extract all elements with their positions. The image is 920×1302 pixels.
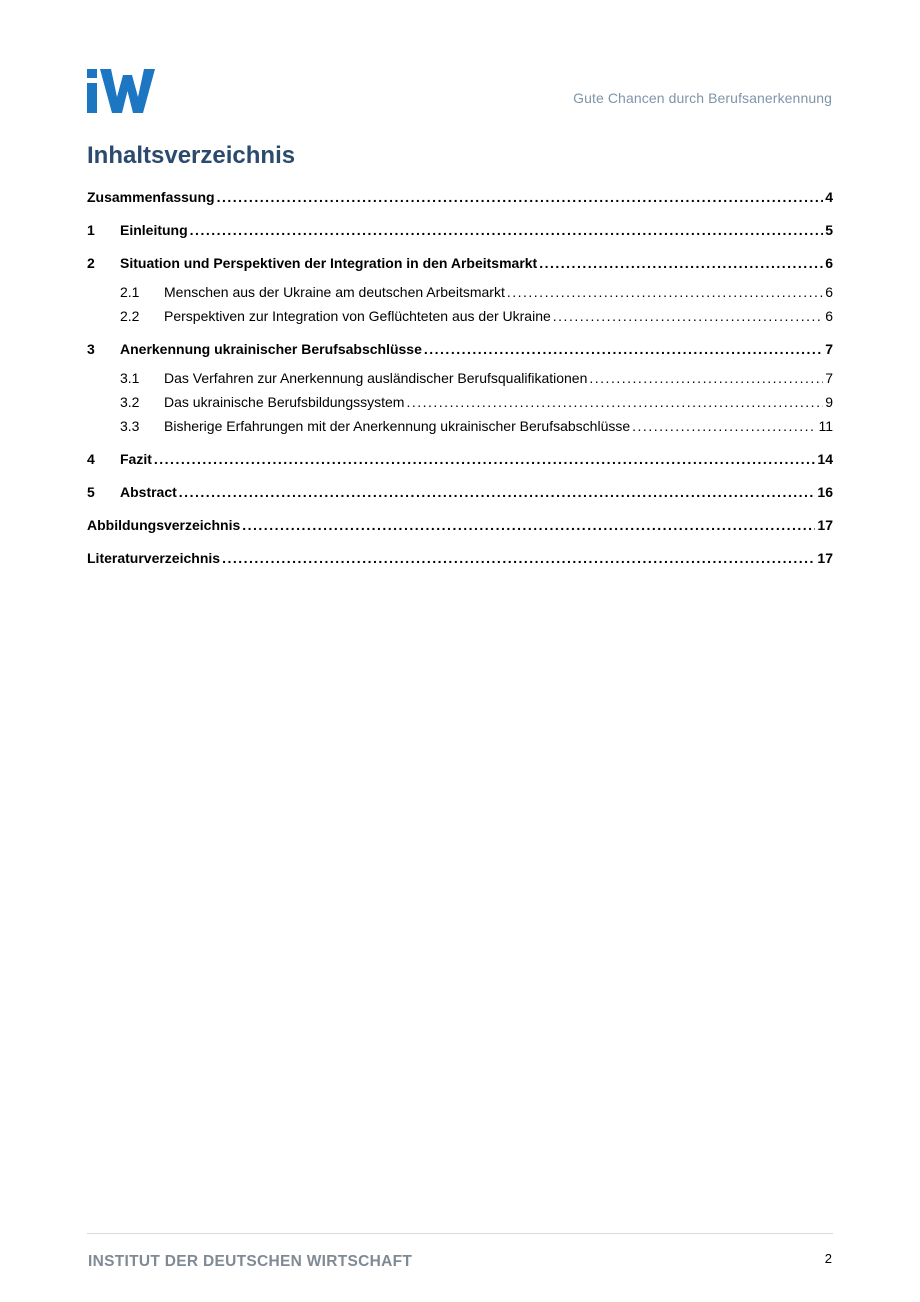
toc-entry-number: 3.1 <box>120 370 140 386</box>
toc-entry-3-1[interactable] <box>120 370 833 390</box>
toc-dot-leader <box>632 418 816 434</box>
toc-entry-text: Abstract <box>120 484 177 500</box>
toc-entry-number: 3.3 <box>120 418 140 434</box>
toc-entry-text: Zusammenfassung <box>87 189 215 205</box>
toc-entry-fazit[interactable] <box>87 451 833 471</box>
toc-entry-page: 4 <box>825 189 833 205</box>
toc-entry-page: 14 <box>817 451 833 467</box>
toc-entry-page: 6 <box>825 255 833 271</box>
toc-entry-page: 17 <box>817 517 833 533</box>
toc-dot-leader <box>589 370 823 386</box>
toc-entry-2-1[interactable] <box>120 284 833 304</box>
toc-dot-leader <box>539 255 823 271</box>
toc-entry-number: 3 <box>87 341 95 357</box>
toc-entry-page: 17 <box>817 550 833 566</box>
toc-entry-text: Anerkennung ukrainischer Berufsabschlüsse <box>120 341 422 357</box>
toc-entry-anerkennung[interactable] <box>87 341 833 361</box>
toc-entry-abbildungsverzeichnis[interactable] <box>87 517 833 537</box>
toc-entry-page: 7 <box>825 370 833 386</box>
toc-entry-page: 5 <box>825 222 833 238</box>
toc-entry-text: Das ukrainische Berufsbildungssystem <box>164 394 405 410</box>
toc-entry-abstract[interactable] <box>87 484 833 504</box>
toc-entry-zusammenfassung[interactable] <box>87 189 833 209</box>
toc-entry-einleitung[interactable] <box>87 222 833 242</box>
toc-entry-text: Situation und Perspektiven der Integration in den Arbeitsmarkt <box>120 255 538 271</box>
toc-entry-number: 3.2 <box>120 394 140 410</box>
toc-entry-number: 4 <box>87 451 95 467</box>
toc-entry-page: 9 <box>825 394 833 410</box>
toc-entry-number: 2.1 <box>120 284 140 300</box>
toc-dot-leader <box>424 341 823 357</box>
footer-organization: INSTITUT DER DEUTSCHEN WIRTSCHAFT <box>88 1253 413 1270</box>
toc-entry-text: Das Verfahren zur Anerkennung ausländischer Berufsqualifikationen <box>164 370 588 386</box>
toc-entry-3-2[interactable] <box>120 394 833 414</box>
toc-dot-leader <box>154 451 816 467</box>
toc-dot-leader <box>179 484 816 500</box>
toc-entry-text: Fazit <box>120 451 152 467</box>
toc-dot-leader <box>507 284 823 300</box>
toc-entry-page: 6 <box>825 308 833 324</box>
toc-dot-leader <box>217 189 824 205</box>
toc-heading: Inhaltsverzeichnis <box>87 142 296 169</box>
toc-entry-text: Menschen aus der Ukraine am deutschen Arbeitsmarkt <box>164 284 505 300</box>
running-header-title: Gute Chancen durch Berufsanerkennung <box>573 90 832 106</box>
toc-entry-page: 6 <box>825 284 833 300</box>
toc-entry-page: 16 <box>817 484 833 500</box>
toc-entry-situation[interactable] <box>87 255 833 275</box>
toc-dot-leader <box>406 394 823 410</box>
footer-divider <box>87 1233 833 1234</box>
iw-logo-icon <box>87 69 157 113</box>
toc-entry-text: Perspektiven zur Integration von Geflüchteten aus der Ukraine <box>164 308 551 324</box>
toc-entry-3-3[interactable] <box>120 418 833 438</box>
toc-dot-leader <box>190 222 824 238</box>
toc-entry-number: 2.2 <box>120 308 140 324</box>
footer-page-number: 2 <box>824 1251 832 1266</box>
toc-entry-number: 1 <box>87 222 95 238</box>
toc-entry-literaturverzeichnis[interactable] <box>87 550 833 570</box>
toc-entry-number: 2 <box>87 255 95 271</box>
toc-dot-leader <box>222 550 815 566</box>
toc-entry-text: Bisherige Erfahrungen mit der Anerkennung ukrainischer Berufsabschlüsse <box>164 418 631 434</box>
toc-entry-2-2[interactable] <box>120 308 833 328</box>
toc-dot-leader <box>553 308 823 324</box>
toc-entry-text: Abbildungsverzeichnis <box>87 517 241 533</box>
toc-entry-page: 11 <box>818 418 833 434</box>
toc-dot-leader <box>242 517 815 533</box>
toc-entry-page: 7 <box>825 341 833 357</box>
toc-entry-text: Literaturverzeichnis <box>87 550 221 566</box>
toc-entry-text: Einleitung <box>120 222 188 238</box>
toc-entry-number: 5 <box>87 484 95 500</box>
